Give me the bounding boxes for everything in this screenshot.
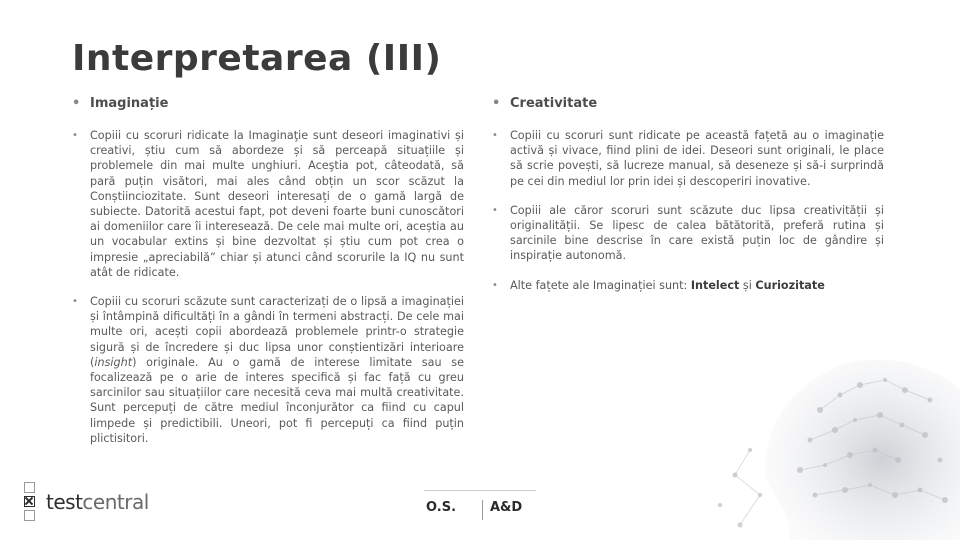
right-p3-term1: Intelect	[690, 278, 740, 292]
os-logo: O.S.	[426, 500, 457, 515]
right-p3-prefix: Alte fațete ale Imaginației sunt:	[510, 278, 691, 292]
logo-text-bold: test	[46, 490, 83, 514]
left-p2-italic: insight	[94, 355, 133, 369]
left-paragraph-1	[72, 128, 464, 280]
left-p2-before: Copiii cu scoruri scăzute sunt caracterizați de o lipsă a imaginației și întâmpină dificultăți în a gândi în termeni abstracți. De cele mai multe ori, acești copii abordează problemele printr-o strategie sigură și de încredere și duc lipsa unor conștientizări interioare (	[90, 295, 464, 369]
left-p2-after: ) originale. Au o gamă de interese limitate sau se focalizează pe o arie de interes specifică și fac față cu greu sarcinilor sau situațiilor care necesită ceva mai multă creativitate. Sunt percepuți de către mediul înconjurător ca fiind cu capul limpede și predictibili. Uneori, pot fi percepuți ca fiind puțin plictisitori.	[90, 355, 464, 445]
right-paragraph-3	[492, 278, 884, 293]
right-paragraph-2	[492, 203, 884, 264]
bullet: •	[72, 296, 78, 308]
bullet: •	[72, 96, 81, 111]
logo-text-light: central	[82, 490, 149, 514]
slide-title: Interpretarea (III)	[72, 38, 442, 79]
right-paragraph-3-text	[510, 279, 825, 292]
right-paragraph-1-text: Copiii cu scoruri sunt ridicate pe această fațetă au o imaginație activă și vivace, fiind plini de idei. Deseori sunt originali, le place să scrie povești, să lucreze manual, să deseneze și să-i surprindă pe cei din mediul lor prin idei și descoperiri inovative.	[510, 129, 884, 188]
bullet: •	[492, 130, 498, 141]
right-p3-mid: și	[739, 278, 756, 292]
bullet: •	[492, 279, 498, 291]
right-paragraph-1	[492, 128, 884, 189]
left-paragraph-1-text: Copiii cu scoruri ridicate la Imaginaţie sunt deseori imaginativi și creativi, știu cum să abordeze și să perceapă situațiile și problemele din mai multe unghiuri. Aceştia pot, câteodată, să pară puțin visători, mai ales când obțin un scor scăzut la Conștiinciozitate. Sunt deseori interesați de o gamă largă de subiecte. Datorită acestui fapt, pot deveni foarte buni cunoscători ai domeniilor care îi interesează. De cele mai multe ori, aceștia au un vocabular extins și bine dezvoltat și știu cum pot crea o impresie „apreciabilă” chiar și atunci când scorurile la IQ nu sunt atât de ridicate.	[90, 129, 464, 279]
logo-squares-icon	[24, 482, 38, 524]
left-heading-item	[72, 96, 464, 111]
head-illustration-icon	[640, 300, 960, 540]
right-paragraph-2-text: Copiii ale căror scoruri sunt scăzute duc lipsa creativității și originalității. Se lipesc de calea bătătorită, preferă rutina și sarcinile bine descrise în care există puțin loc de gândire și inspirație autonomă.	[510, 203, 884, 263]
right-heading-item	[492, 96, 884, 111]
bullet: •	[492, 96, 501, 111]
testcentral-logo	[24, 482, 149, 530]
left-column	[72, 96, 464, 460]
left-paragraph-2-text	[90, 295, 464, 445]
divider-line	[424, 490, 536, 491]
logo-wordmark	[46, 490, 149, 514]
logo-separator	[482, 500, 483, 520]
bullet: •	[72, 130, 78, 141]
partner-logos	[424, 490, 538, 528]
left-paragraph-2	[72, 294, 464, 446]
left-heading: Imaginație	[90, 96, 169, 111]
bullet: •	[492, 204, 498, 216]
right-column	[492, 96, 884, 307]
ad-logo: A&D	[490, 500, 523, 515]
right-heading: Creativitate	[510, 96, 598, 111]
right-p3-term2: Curiozitate	[755, 278, 825, 292]
